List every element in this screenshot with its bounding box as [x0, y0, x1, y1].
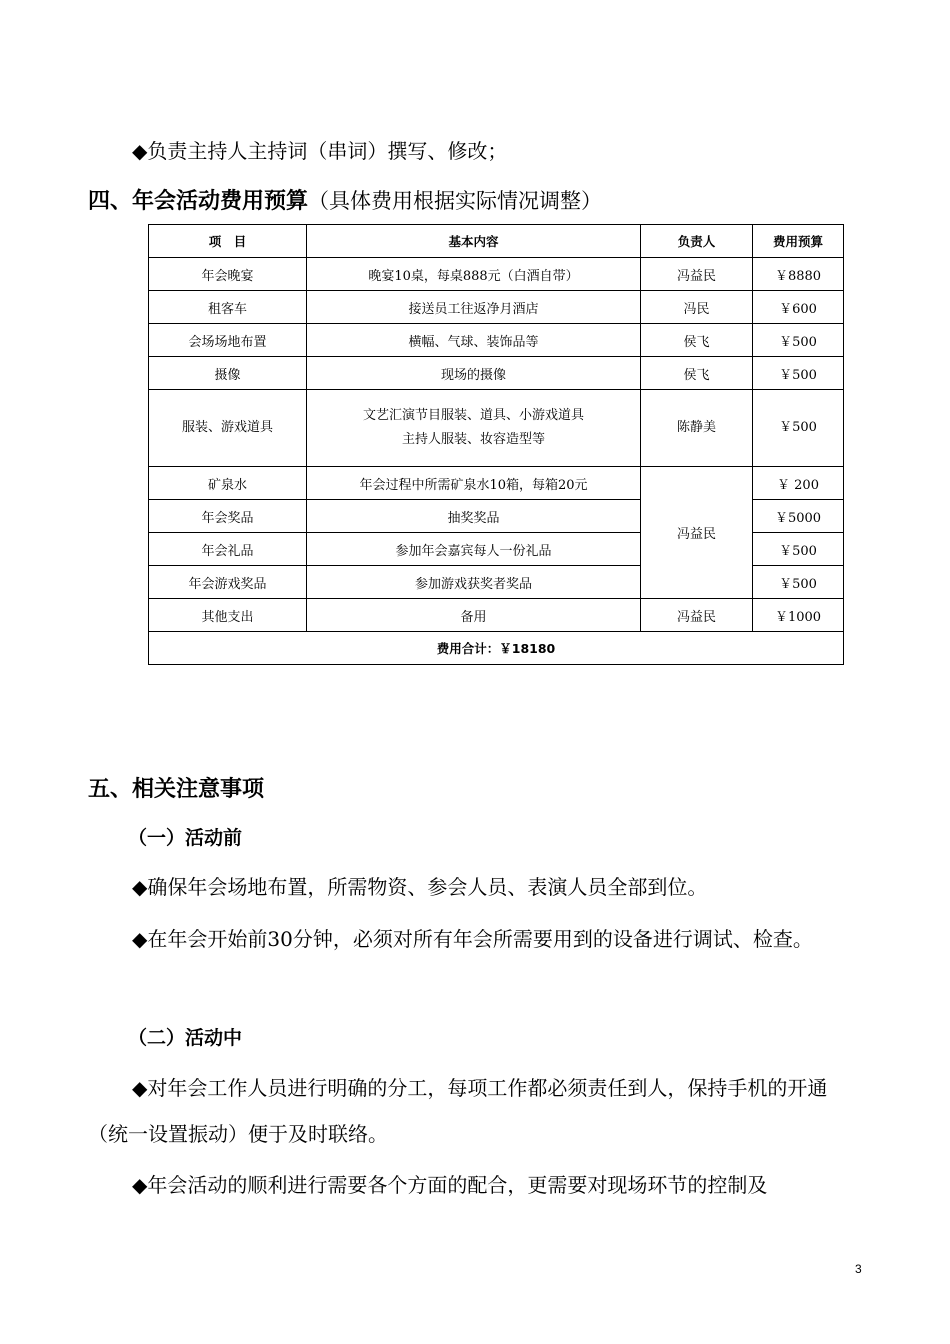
cell-item: 其他支出	[149, 599, 307, 632]
cell-budget: ￥ 200	[753, 467, 844, 500]
before-paragraph-1: ◆确保年会场地布置，所需物资、参会人员、表演人员全部到位。	[132, 875, 708, 899]
cell-content-line: 文艺汇演节目服装、道具、小游戏道具	[362, 408, 584, 423]
table-row	[149, 357, 844, 390]
cell-item: 会场场地布置	[149, 324, 307, 357]
section-4-title: 四、年会活动费用预算	[88, 189, 309, 214]
cell-owner: 冯益民	[641, 258, 753, 291]
cell-owner-merged: 冯益民	[641, 467, 753, 599]
during-paragraph-2: ◆年会活动的顺利进行需要各个方面的配合，更需要对现场环节的控制及	[132, 1173, 768, 1197]
header-budget: 费用预算	[753, 225, 844, 258]
during-activity-heading: （二）活动中	[128, 1027, 243, 1049]
cell-content: 参加游戏获奖者奖品	[307, 566, 641, 599]
table-row	[149, 599, 844, 632]
during-paragraph-1: ◆对年会工作人员进行明确的分工，每项工作都必须责任到人，保持手机的开通（统一设置振动）便于及时联络。	[88, 1076, 828, 1146]
cell-budget: ￥500	[753, 566, 844, 599]
cell-content: 横幅、气球、装饰品等	[307, 324, 641, 357]
cell-budget: ￥600	[753, 291, 844, 324]
budget-table	[148, 224, 844, 665]
before-paragraph-2: ◆在年会开始前30分钟，必须对所有年会所需要用到的设备进行调试、检查。	[132, 927, 813, 951]
cell-budget: ￥1000	[753, 599, 844, 632]
table-row	[149, 467, 844, 500]
cell-owner: 侯飞	[641, 357, 753, 390]
cell-budget: ￥500	[753, 533, 844, 566]
cell-item: 年会游戏奖品	[149, 566, 307, 599]
cell-item: 服装、游戏道具	[149, 390, 307, 467]
before-activity-heading: （一）活动前	[128, 827, 243, 849]
cell-content: 参加年会嘉宾每人一份礼品	[307, 533, 641, 566]
cell-owner: 侯飞	[641, 324, 753, 357]
page-number: 3	[855, 1262, 862, 1276]
cell-item: 年会晚宴	[149, 258, 307, 291]
table-row	[149, 258, 844, 291]
cell-budget: ￥5000	[753, 500, 844, 533]
cell-item: 摄像	[149, 357, 307, 390]
cell-item: 租客车	[149, 291, 307, 324]
table-row	[149, 291, 844, 324]
cell-content: 抽奖奖品	[307, 500, 641, 533]
section-4-heading	[88, 186, 602, 217]
cell-content: 现场的摄像	[307, 357, 641, 390]
cell-budget: ￥500	[753, 357, 844, 390]
cell-item: 年会礼品	[149, 533, 307, 566]
total-cell: 费用合计：￥18180	[149, 632, 844, 665]
cell-content-line: 主持人服装、妆容造型等	[401, 432, 545, 447]
cell-item: 年会奖品	[149, 500, 307, 533]
section-5-heading: 五、相关注意事项	[88, 777, 265, 802]
cell-content: 晚宴10桌，每桌888元（白酒自带）	[307, 258, 641, 291]
cell-owner: 陈静美	[641, 390, 753, 467]
header-item: 项 目	[149, 225, 307, 258]
header-content: 基本内容	[307, 225, 641, 258]
table-total-row	[149, 632, 844, 665]
cell-content	[307, 390, 641, 467]
cell-owner: 冯民	[641, 291, 753, 324]
table-row	[149, 390, 844, 467]
cell-budget: ￥500	[753, 324, 844, 357]
section-4-note: （具体费用根据实际情况调整）	[308, 189, 603, 213]
cell-budget: ￥8880	[753, 258, 844, 291]
cell-content: 备用	[307, 599, 641, 632]
cell-owner: 冯益民	[641, 599, 753, 632]
table-row	[149, 324, 844, 357]
table-header-row	[149, 225, 844, 258]
cell-item: 矿泉水	[149, 467, 307, 500]
header-owner: 负责人	[641, 225, 753, 258]
bullet-host-script: ◆负责主持人主持词（串词）撰写、修改；	[132, 139, 508, 163]
cell-content: 年会过程中所需矿泉水10箱，每箱20元	[307, 467, 641, 500]
cell-budget: ￥500	[753, 390, 844, 467]
cell-content: 接送员工往返净月酒店	[307, 291, 641, 324]
